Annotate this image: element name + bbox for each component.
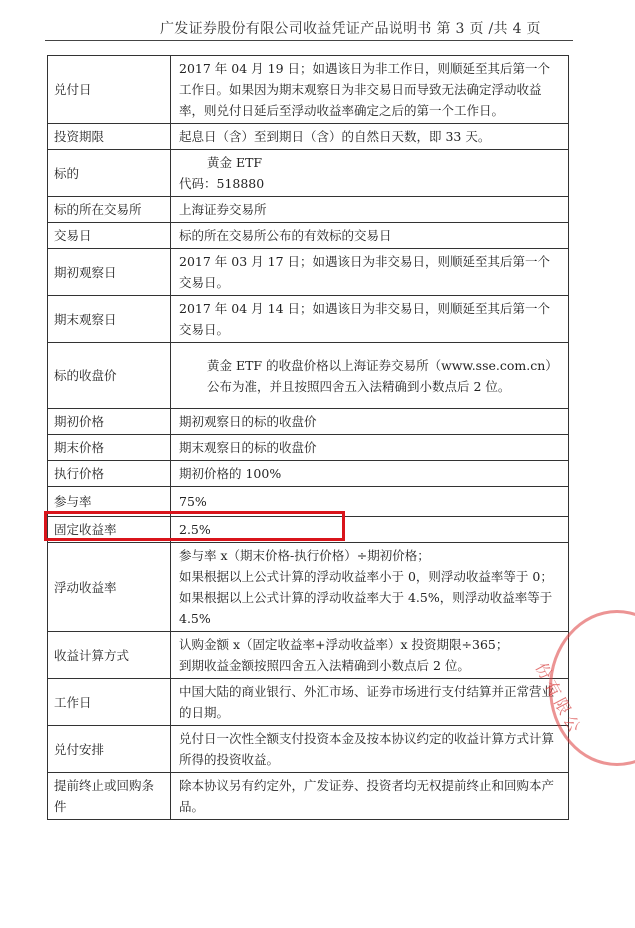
table-row [48,56,569,124]
table-row [48,409,569,435]
value-line: 除本协议另有约定外，广发证券、投资者均无权提前终止和回购本产品。 [179,778,555,814]
table-row [48,435,569,461]
table-row [48,124,569,150]
value-line: 兑付日一次性全额支付投资本金及按本协议约定的收益计算方式计算所得的投资收益。 [179,731,555,767]
value-line: 黄金 ETF 的收盘价格以上海证券交易所（www.sse.com.cn）公布为准，并且按照四舍五入法精确到小数点后 2 位。 [207,357,558,394]
row-value [171,409,569,435]
value-line: 上海证券交易所 [179,202,267,217]
row-value [171,343,569,409]
value-line: 期初价格的 100% [179,466,282,481]
value-line: 期末观察日的标的收盘价 [179,440,317,455]
value-line: 如果根据以上公式计算的浮动收益率小于 0，则浮动收益率等于 0； [179,569,553,584]
table-row [48,223,569,249]
value-line: 2.5% [179,522,211,537]
value-line: 如果根据以上公式计算的浮动收益率大于 4.5%，则浮动收益率等于 4.5% [179,590,553,626]
row-value [171,726,569,773]
table-row [48,343,569,409]
header-rule [45,40,573,41]
row-value [171,249,569,296]
row-value [171,773,569,820]
table-row [48,249,569,296]
row-label: 期末观察日 [48,296,171,343]
value-line: 期初观察日的标的收盘价 [179,414,317,429]
value-line: 黄金 ETF [207,155,263,170]
table-row [48,461,569,487]
row-label: 工作日 [48,679,171,726]
row-value [171,296,569,343]
value-line: 2017 年 04 月 19 日；如遇该日为非工作日，则顺延至其后第一个工作日。如果因为期末观察日为非交易日而导致无法确定浮动收益率，则兑付日延后至浮动收益率确定之后的第一个工作日。 [179,61,550,118]
value-line: 2017 年 03 月 17 日；如遇该日为非交易日，则顺延至其后第一个交易日。 [179,254,550,290]
row-value [171,197,569,223]
row-label: 兑付安排 [48,726,171,773]
row-label: 标的 [48,150,171,197]
product-spec-table [47,55,569,820]
row-label: 期末价格 [48,435,171,461]
table-row [48,296,569,343]
table-row [48,150,569,197]
row-label: 固定收益率 [48,517,171,543]
row-label: 标的收盘价 [48,343,171,409]
row-value [171,435,569,461]
value-line: 2017 年 04 月 14 日；如遇该日为非交易日，则顺延至其后第一个交易日。 [179,301,550,337]
row-label: 交易日 [48,223,171,249]
value-line: 到期收益金额按照四舍五入法精确到小数点后 2 位。 [179,658,470,673]
row-label: 提前终止或回购条件 [48,773,171,820]
row-label: 期初价格 [48,409,171,435]
value-line: 中国大陆的商业银行、外汇市场、证券市场进行支付结算并正常营业的日期。 [179,684,555,720]
row-value [171,543,569,632]
value-line: 认购金额 x（固定收益率+浮动收益率）x 投资期限÷365； [179,637,509,652]
row-label: 投资期限 [48,124,171,150]
value-line: 起息日（含）至到期日（含）的自然日天数，即 33 天。 [179,129,491,144]
value-line: 参与率 x（期末价格-执行价格）÷期初价格； [179,548,430,563]
row-label: 参与率 [48,487,171,517]
highlight-box [44,511,345,541]
row-value [171,56,569,124]
table-row [48,679,569,726]
page-header: 广发证券股份有限公司收益凭证产品说明书 第 3 页 /共 4 页 [160,21,541,37]
row-label: 兑付日 [48,56,171,124]
row-value [171,124,569,150]
table-row [48,773,569,820]
table-row [48,543,569,632]
table-row [48,632,569,679]
row-label: 执行价格 [48,461,171,487]
value-line: 标的所在交易所公布的有效标的交易日 [179,228,392,243]
company-seal-text: 份有限公 [531,659,586,739]
row-label: 收益计算方式 [48,632,171,679]
table-row [48,726,569,773]
row-label: 标的所在交易所 [48,197,171,223]
value-line: 代码：518880 [179,176,265,191]
row-value [171,150,569,197]
row-value [171,679,569,726]
value-line: 75% [179,494,207,509]
row-value [171,632,569,679]
row-value [171,461,569,487]
row-label: 浮动收益率 [48,543,171,632]
row-label: 期初观察日 [48,249,171,296]
table-row [48,197,569,223]
row-value [171,223,569,249]
